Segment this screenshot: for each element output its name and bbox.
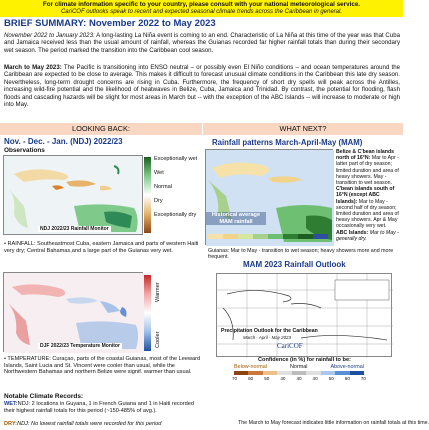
outlook-map-graphic [217, 274, 393, 358]
conf-num: 40 [312, 376, 318, 381]
historical-average-label: Historical average MAM rainfall [206, 212, 266, 225]
scale-normal: Normal [154, 184, 173, 190]
rainfall-map-graphic [4, 156, 144, 236]
conf-num: 50 [328, 376, 334, 381]
guianas-note: Guianas: Mar to May - transition to wet season; heavy showers more and more frequent. [208, 248, 394, 261]
looking-back-header: LOOKING BACK: [0, 123, 202, 135]
rainfall-monitor-map [3, 155, 143, 235]
banner-line-1: For climate information specific to your country, please consult with your national meteorological service. [42, 1, 361, 8]
temperature-map-caption: DJF 2022/23 Temperature Monitor [40, 343, 120, 349]
rainfall-scale-labels [146, 156, 204, 219]
wet-label: WET: [4, 401, 18, 407]
page-title: BRIEF SUMMARY: November 2022 to May 2023 [4, 18, 216, 29]
scale-dry: Dry [154, 198, 163, 204]
caricof-logo: CariCOF [277, 342, 303, 350]
scale-wet: Wet [154, 170, 164, 176]
scale-warmer: Warmer [155, 282, 161, 302]
para2-lead: March to May 2023: [4, 64, 62, 71]
conf-below: Below-normal [234, 364, 267, 370]
notable-dry [4, 421, 202, 428]
notable-records-heading: Notable Climate Records: [4, 393, 84, 400]
conf-normal: Normal [290, 364, 308, 370]
mam-historical-map [205, 149, 333, 245]
dry-text: NDJ: No lowest rainfall totals were recorded for this period [17, 421, 162, 427]
outlook-map [216, 273, 392, 357]
outlook-map-sub: March - April - May 2023 [243, 335, 291, 340]
rainfall-patterns-title: Rainfall patterns March-April-May (MAM) [212, 138, 363, 147]
confidence-color-bar [234, 371, 364, 375]
note-north-heading: Belize & C'bean islands north of 16°N: [336, 149, 395, 162]
outlook-footer: The March to May forecast indicates little information on rainfall totals at this time. [238, 420, 429, 426]
conf-num: 70 [360, 376, 366, 381]
rainfall-regional-notes [336, 149, 402, 242]
conf-num: 60 [248, 376, 254, 381]
temperature-bullet-text: TEMPERATURE: Curaçao, parts of the coastal Guianas, most of the Leeward Islands, Saint Lucia and St. Vincent were cooler than usual, while the Northwestern Bahamas and northern Belize were signif. warmer than usual. [4, 356, 201, 376]
confidence-labels [234, 364, 364, 370]
summary-paragraph-mam [4, 64, 400, 108]
what-next-header: WHAT NEXT? [203, 123, 403, 135]
confidence-title: Confidence (in %) for rainfall to be: [258, 357, 351, 363]
temperature-monitor-map [3, 272, 143, 352]
note-abc-text: Mar to May - generally dry. [336, 229, 399, 242]
conf-num: 40 [280, 376, 286, 381]
looking-back-title: Nov. - Dec. - Jan. (NDJ) 2022/23 [4, 137, 123, 146]
note-south-text: Mar to May - second half of dry season; limited duration and area of heavy showers. Apr & May occasionally very wet. [336, 198, 399, 230]
rainfall-bullet: • RAINFALL: Southeastmost Cuba, eastern Jamaica and parts of western Haiti very dry; Central Bahamas,and a large part of the Guianas very wet. [4, 241, 199, 254]
dry-label: DRY: [4, 421, 18, 427]
rainfall-map-caption: NDJ 2022/23 Rainfall Monitor [40, 226, 109, 232]
conf-num: 40 [296, 376, 302, 381]
outlook-map-label: Precipitation Outlook for the Caribbean [221, 328, 318, 334]
banner-line-2: CariCOF outlooks speak to recent and expected seasonal climate trends across the Caribbean in general. [60, 9, 343, 15]
scale-exceptionally-dry: Exceptionally dry [154, 212, 197, 218]
scale-exceptionally-wet: Exceptionally wet [154, 156, 198, 162]
note-north-text: Mar to Apr - latter part of dry season; limited duration and area of heavy showers. May - transition to wet season. [336, 155, 399, 187]
note-abc-heading: ABC Islands: [336, 229, 369, 236]
conf-num: 70 [232, 376, 238, 381]
conf-num: 60 [344, 376, 350, 381]
summary-paragraph-ndj [4, 32, 400, 54]
para2-text: The Pacific is transitioning into ENSO neutral – or possibly even El Niño conditions – and ocean temperatures around the Caribbean are expected to be close to average. This makes it difficult to forecast unusual climate conditions in the Caribbean this late dry season. Nevertheless, long-term drought concerns are rising in Cuba. Furthermore, the frequency of short dry spells will peak across the Antilles, increasing wild-fire potential and the likelihood of heatwaves in Belize, Cuba, Jamaica and Trinidad. By contrast, the potential for flooding, flash floods and cascading hazards will be slight for most areas in March but -- with the exception of the ABC Islands -- will increase to moderate or high into May. [4, 64, 401, 109]
outlook-title: MAM 2023 Rainfall Outlook [243, 260, 346, 269]
scale-cooler: Cooler [155, 331, 161, 348]
mam-rainfall-legend [208, 234, 328, 239]
rainfall-bullet-text: RAINFALL: Southeastmost Cuba, eastern Jamaica and parts of western Haiti very dry; Central Bahamas,and a large part of the Guianas very wet. [4, 241, 199, 254]
temperature-map-graphic [4, 273, 144, 353]
top-banner [0, 0, 403, 17]
para1-text: A long-lasting La Niña event is coming to an end. Characteristic of La Niña at this time of the year was that Cuba and Jamaica received less than the usual amount of rainfall, whereas the Guianas recorded far higher rainfall totals than during their secondary wet season. The period marked the transition into the Caribbean cool season. [4, 32, 400, 54]
observations-label: Observations [4, 147, 45, 154]
temperature-bullet: • TEMPERATURE: Curaçao, parts of the coastal Guianas, most of the Leeward Islands, Saint Lucia and St. Vincent were cooler than usual, while the Northwestern Bahamas and northern Belize were signif. warmer than usual. [4, 356, 201, 376]
wet-text: NDJ: 2 locations in Guyana, 1 in French Guiana and 1 in Haiti recorded their highest rainfall totals for this period (~150-485% of avg.). [4, 401, 194, 414]
temperature-scale-labels [146, 278, 204, 348]
conf-above: Above-normal [330, 364, 364, 370]
note-south-heading: C'bean islands south of 16°N (except ABC Islands): [336, 186, 395, 205]
conf-num: 50 [264, 376, 270, 381]
para1-lead: November 2022 to January 2023: [4, 32, 95, 39]
confidence-numbers [232, 376, 366, 381]
mam-map-graphic [206, 150, 334, 246]
notable-wet [4, 401, 202, 414]
